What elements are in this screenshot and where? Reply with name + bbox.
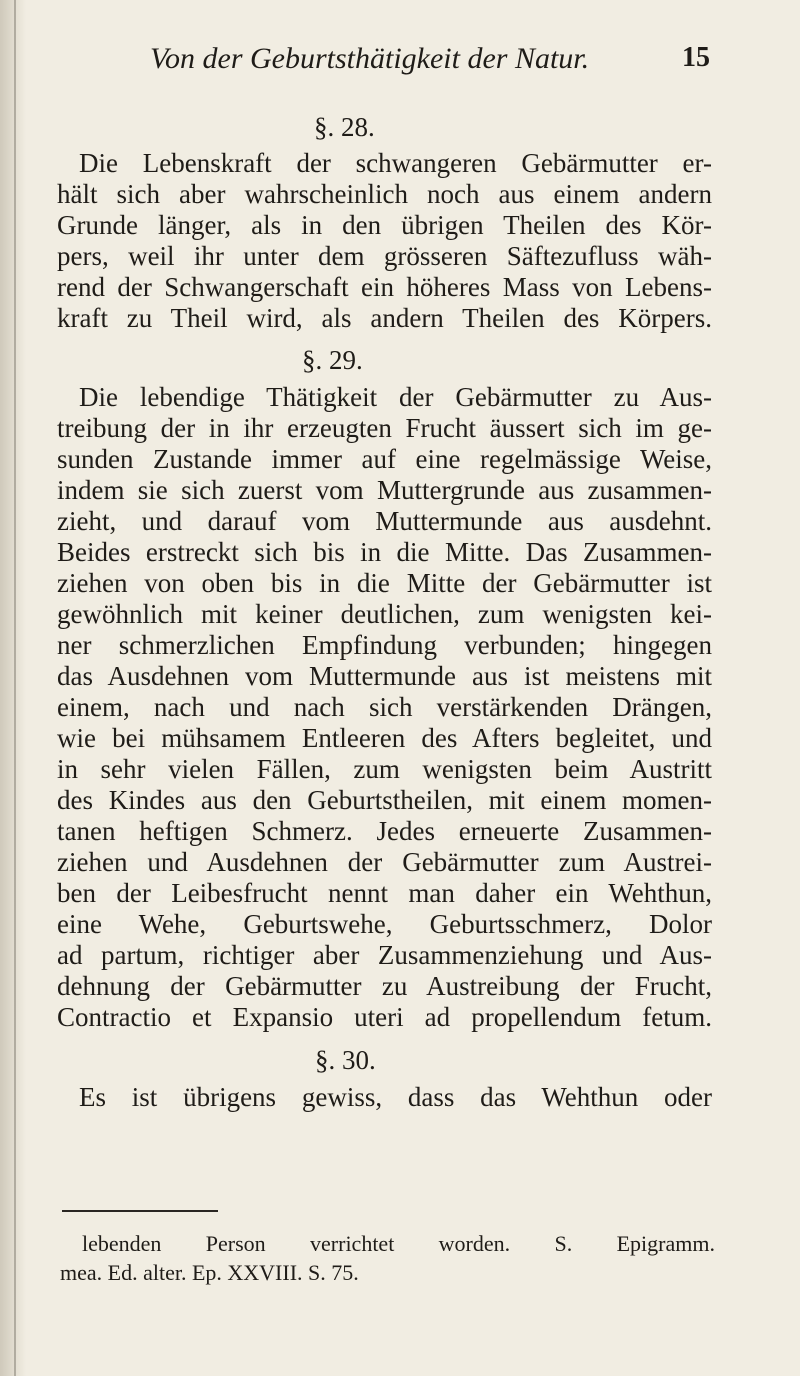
running-title: Von der Geburtsthätigkeit der Natur. [150, 42, 590, 75]
text-line: Contractio et Expansio uteri ad propellendum fetum. [57, 1002, 712, 1032]
footnote-line: mea. Ed. alter. Ep. XXVIII. S. 75. [60, 1260, 359, 1285]
text-line: Die lebendige Thätigkeit der Gebärmutter zu Aus- [79, 382, 712, 412]
text-line: ner schmerzlichen Empfindung verbunden; hingegen [57, 630, 712, 660]
text-line: wie bei mühsamem Entleeren des Afters begleitet, und [57, 723, 712, 753]
text-line: des Kindes aus den Geburtstheilen, mit einem momen- [57, 785, 712, 815]
text-line: in sehr vielen Fällen, zum wenigsten beim Austritt [57, 754, 712, 784]
text-line: treibung der in ihr erzeugten Frucht äussert sich im ge- [57, 413, 712, 443]
text-line: ziehen und Ausdehnen der Gebärmutter zum Austrei- [57, 847, 712, 877]
section-heading-29: §. 29. [302, 345, 363, 375]
footnote-line: lebenden Person verrichtet worden. S. Epigramm. [82, 1231, 715, 1256]
text-line: eine Wehe, Geburtswehe, Geburtsschmerz, Dolor [57, 909, 712, 939]
text-line: Es ist übrigens gewiss, dass das Wehthun oder [79, 1082, 712, 1112]
text-line: kraft zu Theil wird, als andern Theilen des Körpers. [57, 303, 712, 333]
text-line: gewöhnlich mit keiner deutlichen, zum wenigsten kei- [57, 599, 712, 629]
text-line: das Ausdehnen vom Muttermunde aus ist meistens mit [57, 661, 712, 691]
text-line: zieht, und darauf vom Muttermunde aus ausdehnt. [57, 506, 712, 536]
text-line: einem, nach und nach sich verstärkenden Drängen, [57, 692, 712, 722]
text-line: Die Lebenskraft der schwangeren Gebärmutter er- [79, 148, 712, 178]
page-number: 15 [682, 42, 710, 73]
page-header [150, 42, 710, 82]
section-heading-28: §. 28. [314, 112, 375, 142]
text-line: pers, weil ihr unter dem grösseren Säftezufluss wäh- [57, 241, 712, 271]
text-line: ben der Leibesfrucht nennt man daher ein Wehthun, [57, 878, 712, 908]
binding-shadow-line [14, 0, 16, 1376]
text-line: ad partum, richtiger aber Zusammenziehung und Aus- [57, 940, 712, 970]
page-binding-edge [0, 0, 26, 1376]
text-line: indem sie sich zuerst vom Muttergrunde aus zusammen- [57, 475, 712, 505]
text-line: rend der Schwangerschaft ein höheres Mass von Lebens- [57, 272, 712, 302]
text-line: hält sich aber wahrscheinlich noch aus einem andern [57, 179, 712, 209]
text-line: tanen heftigen Schmerz. Jedes erneuerte Zusammen- [57, 816, 712, 846]
text-line: Grunde länger, als in den übrigen Theilen des Kör- [57, 210, 712, 240]
text-line: sunden Zustande immer auf eine regelmässige Weise, [57, 444, 712, 474]
text-line: dehnung der Gebärmutter zu Austreibung der Frucht, [57, 971, 712, 1001]
footnote-rule [62, 1210, 218, 1212]
section-heading-30: §. 30. [315, 1045, 376, 1075]
text-line: Beides erstreckt sich bis in die Mitte. Das Zusammen- [57, 537, 712, 567]
text-line: ziehen von oben bis in die Mitte der Gebärmutter ist [57, 568, 712, 598]
